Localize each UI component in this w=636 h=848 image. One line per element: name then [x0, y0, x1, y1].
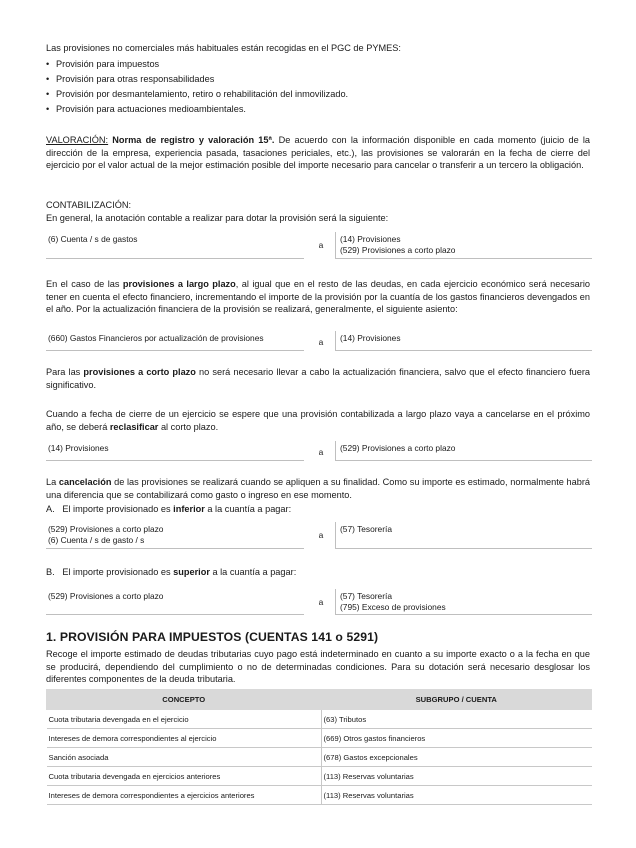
table-row: [47, 748, 592, 767]
table-cell: Cuota tributaria devengada en el ejercicio: [47, 710, 322, 729]
section-paragraph: Recoge el importe estimado de deudas tributarias cuyo pago está indeterminado en cuanto a su importe exacto o a la fecha en que se producirá, dependiendo del cumplimiento o no de determinadas condiciones. Para su dotación será necesario desglosar los diferentes componentes de la deuda tributaria.: [46, 649, 590, 684]
credit-account: (529) Provisiones a corto plazo: [340, 244, 456, 255]
text-run: , al igual que en el resto de las deudas, en cada ejercicio económico será necesario tener en cuenta el efecto financiero, incrementando el importe de la provisión por la cuantía de los gastos financieros devengados en el año. Por la actualización financiera de la provisión se realizará, generalmente, el siguiente asiento:: [46, 279, 590, 314]
emphasis: superior: [173, 567, 210, 577]
debit-account: (14) Provisiones: [48, 443, 109, 453]
table-row: [47, 786, 592, 805]
case-b-label: [46, 566, 590, 579]
reclasificacion-paragraph: [46, 408, 590, 433]
list-item: • Provisión para impuestos: [46, 57, 348, 72]
entry-credit: [335, 522, 592, 549]
emphasis: provisiones a corto plazo: [83, 367, 196, 377]
entry-connector: a: [318, 240, 324, 250]
emphasis: provisiones a largo plazo: [122, 279, 236, 289]
text-run: no será necesario llevar a cabo la actualización financiera, salvo que el efecto financiero fuera significativo.: [46, 367, 591, 390]
debit-account: (660) Gastos Financieros por actualización de provisiones: [48, 333, 264, 343]
table-cell: (113) Reservas voluntarias: [321, 767, 592, 786]
table-cell: Intereses de demora correspondientes al ejercicio: [47, 729, 322, 748]
contabilizacion-label: CONTABILIZACIÓN:: [46, 200, 132, 210]
table-cell: (113) Reservas voluntarias: [321, 786, 592, 805]
entry-debit: [46, 331, 304, 351]
credit-account: (14) Provisiones: [340, 333, 401, 343]
emphasis: inferior: [173, 504, 205, 514]
emphasis: reclasificar: [109, 421, 159, 432]
credit-account: (795) Exceso de provisiones: [340, 601, 446, 612]
entry-debit: [46, 441, 304, 461]
cancelacion-paragraph: [46, 476, 590, 501]
credit-account: (57) Tesorería: [340, 591, 392, 601]
table-cell: Sanción asociada: [47, 748, 322, 767]
debit-account: (529) Provisiones a corto plazo: [48, 524, 164, 534]
table-row: [47, 710, 592, 729]
text-run: a la cuantía a pagar:: [204, 504, 292, 514]
entry-debit: [46, 232, 304, 259]
debit-account: (6) Cuenta / s de gasto / s: [48, 534, 145, 545]
text-run: A. El importe provisionado es: [46, 504, 174, 514]
intro-text: Las provisiones no comerciales más habituales están recogidas en el PGC de PYMES:: [46, 43, 401, 53]
debit-account: (529) Provisiones a corto plazo: [48, 591, 164, 601]
valoracion-label: VALORACIÓN:: [46, 135, 109, 145]
norma-reference: Norma de registro y valoración 15ª.: [112, 135, 275, 145]
section-heading: 1. PROVISIÓN PARA IMPUESTOS (CUENTAS 141 o 5291): [46, 630, 379, 644]
text-run: a la cuantía a pagar:: [209, 567, 297, 577]
list-item: • Provisión por desmantelamiento, retiro o rehabilitación del inmovilizado.: [46, 87, 348, 102]
text-run: B. El importe provisionado es: [46, 567, 174, 577]
entry-credit: [335, 589, 592, 615]
entry-debit: [46, 522, 304, 549]
table-header-row: [47, 690, 592, 710]
list-item: • Provisión para actuaciones medioambientales.: [46, 102, 348, 117]
debit-account: (6) Cuenta / s de gastos: [48, 234, 138, 244]
table-row: [47, 767, 592, 786]
tax-provision-table: [46, 689, 592, 805]
emphasis: cancelación: [58, 477, 112, 487]
credit-account: (57) Tesorería: [340, 524, 392, 534]
list-item: • Provisión para otras responsabilidades: [46, 72, 348, 87]
credit-account: (529) Provisiones a corto plazo: [340, 443, 456, 453]
entry-connector: a: [318, 597, 324, 607]
text-run: al corto plazo.: [158, 421, 219, 432]
table-row: [47, 729, 592, 748]
table-cell: Intereses de demora correspondientes a ejercicios anteriores: [47, 786, 322, 805]
entry-connector: a: [318, 530, 324, 540]
entry-credit: [335, 331, 592, 351]
largo-plazo-paragraph: [46, 278, 590, 316]
table-cell: (669) Otros gastos financieros: [321, 729, 592, 748]
contabilizacion-text: En general, la anotación contable a realizar para dotar la provisión será la siguiente:: [46, 213, 389, 223]
credit-account: (14) Provisiones: [340, 234, 401, 244]
entry-debit: [46, 589, 304, 615]
entry-credit: [335, 441, 592, 461]
column-header: SUBGRUPO / CUENTA: [321, 690, 592, 710]
provision-types-list: [46, 57, 348, 117]
table-cell: Cuota tributaria devengada en ejercicios anteriores: [47, 767, 322, 786]
entry-credit: [335, 232, 592, 259]
text-run: La: [46, 477, 59, 487]
entry-connector: a: [318, 447, 324, 457]
table-cell: (63) Tributos: [321, 710, 592, 729]
case-a-label: [46, 503, 590, 516]
valoracion-paragraph: [46, 134, 590, 172]
table-cell: (678) Gastos excepcionales: [321, 748, 592, 767]
entry-connector: a: [318, 337, 324, 347]
valoracion-text: De acuerdo con la información disponible en cada momento (juicio de la dirección de la empresa, experiencia pasada, tasaciones periciales, etc.), las provisiones se valorarán en la fecha de cierre del ejercicio por el valor actual de la mejor estimación posible del importe necesario para cancelar o transferir a un tercero la obligación.: [46, 135, 590, 170]
corto-plazo-paragraph: [46, 366, 590, 391]
column-header: CONCEPTO: [47, 690, 322, 710]
text-run: En el caso de las: [46, 279, 123, 289]
text-run: Cuando a fecha de cierre de un ejercicio se espere que una provisión contabilizada a largo plazo vaya a cancelarse en el próximo año, se deberá: [46, 409, 590, 432]
text-run: Para las: [46, 367, 84, 377]
text-run: de las provisiones se realizará cuando se apliquen a su finalidad. Como su importe es estimado, normalmente habrá una diferencia que se contabilizará como gasto o ingreso en ese momento.: [46, 477, 590, 500]
